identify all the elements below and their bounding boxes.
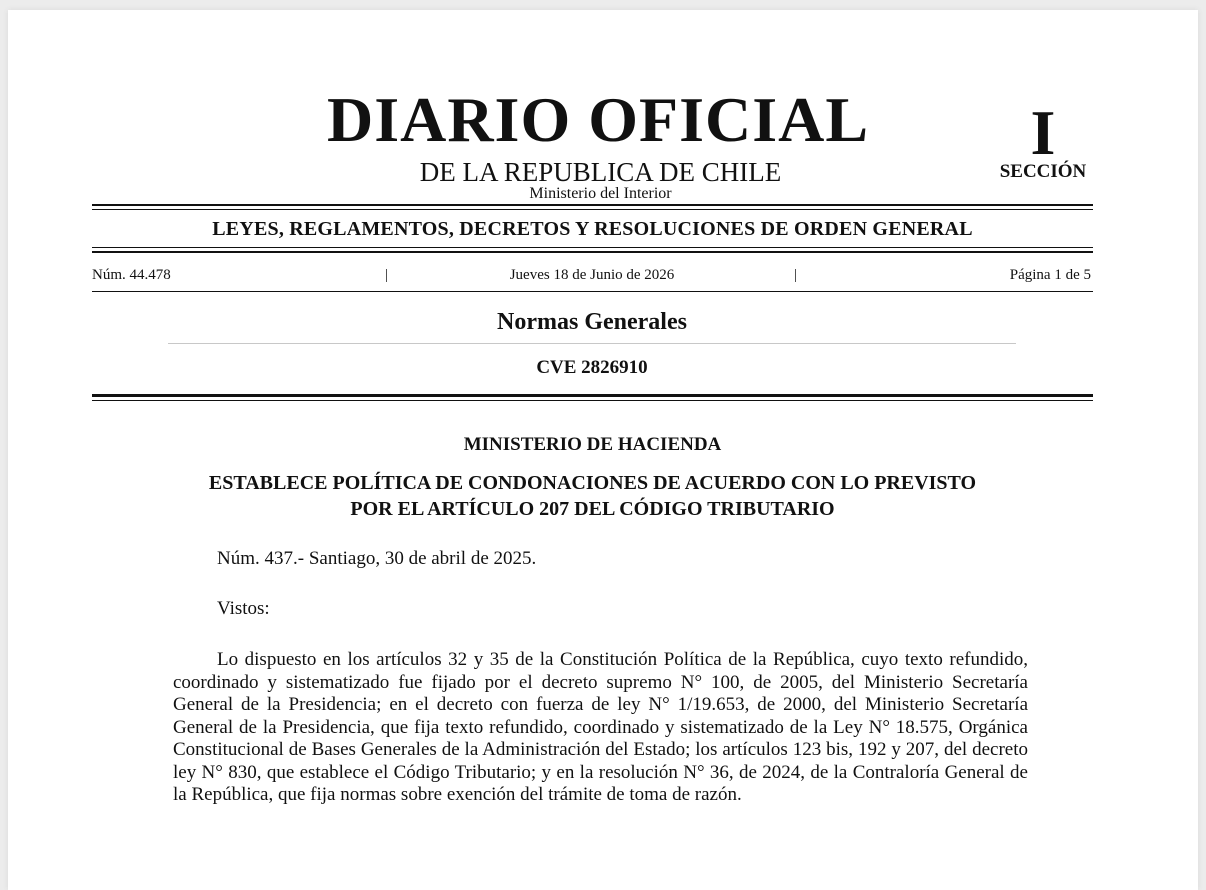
issue-date: Jueves 18 de Junio de 2026 xyxy=(509,267,675,283)
banner-rule-1 xyxy=(92,247,1093,248)
category-divider xyxy=(168,343,1016,344)
banner-rule-2 xyxy=(92,251,1093,253)
top-double-rule-1 xyxy=(92,204,1093,206)
issue-info-bar xyxy=(92,265,1093,287)
info-separator: | xyxy=(794,267,798,283)
decree-title xyxy=(92,470,1093,522)
top-double-rule-2 xyxy=(92,209,1093,210)
header-bottom-rule-1 xyxy=(92,394,1093,397)
page-indicator: Página 1 de 5 xyxy=(1009,267,1091,283)
header-bottom-rule-2 xyxy=(92,400,1093,401)
decree-title-line: ESTABLECE POLÍTICA DE CONDONACIONES DE ACUERDO CON LO PREVISTO xyxy=(208,472,977,494)
gazette-title: DIARIO OFICIAL xyxy=(326,84,870,155)
gazette-subtitle: DE LA REPUBLICA DE CHILE xyxy=(419,157,782,187)
gazette-ministry: Ministerio del Interior xyxy=(529,185,672,202)
issuing-ministry: MINISTERIO DE HACIENDA xyxy=(463,434,722,455)
vistos-paragraph: Lo dispuesto en los artículos 32 y 35 de la Constitución Política de la República, cuyo texto refundido, coordinado y sistematizado fue fijado por el decreto supremo N° 100, de 2005, del Ministerio Secretaría General de la Presidencia; en el decreto con fuerza de ley N° 1/19.653, de 2000, del Ministerio Secretaría General de la Presidencia, que fija texto refundido, coordinado y sistematizado de la Ley N° 18.575, Orgánica Constitucional de Bases Generales de la Administración del Estado; los artículos 123 bis, 192 y 207, del decreto ley N° 830, que establece el Código Tributario; y en la resolución N° 36, de 2024, de la Contraloría General de la República, que fija normas sobre exención del trámite de toma de razón. xyxy=(173,649,1028,805)
decree-title-line: POR EL ARTÍCULO 207 DEL CÓDIGO TRIBUTARIO xyxy=(350,498,835,520)
gazette-page xyxy=(8,10,1198,890)
issue-number: Núm. 44.478 xyxy=(92,267,171,283)
infobar-rule xyxy=(92,291,1093,292)
vistos-heading: Vistos: xyxy=(217,598,270,619)
section-mark xyxy=(993,97,1093,182)
section-label: SECCIÓN xyxy=(999,161,1087,182)
section-number: I xyxy=(1030,97,1056,168)
cve-code: CVE 2826910 xyxy=(536,357,648,378)
section-banner: LEYES, REGLAMENTOS, DECRETOS Y RESOLUCIONES DE ORDEN GENERAL xyxy=(212,218,973,240)
category-heading: Normas Generales xyxy=(497,309,687,335)
info-separator: | xyxy=(385,267,389,283)
decree-dateline: Núm. 437.- Santiago, 30 de abril de 2025. xyxy=(217,548,537,569)
